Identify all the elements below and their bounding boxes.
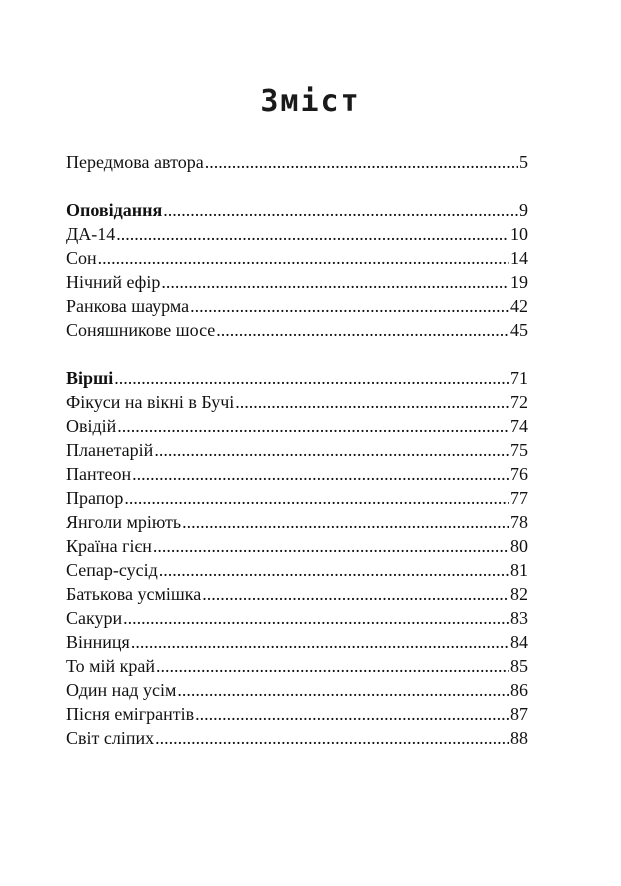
toc-entry-page: 83 (510, 608, 528, 628)
toc-entry-page: 86 (510, 680, 528, 700)
dot-leader (177, 678, 509, 702)
toc-entry (66, 606, 528, 630)
toc-entry (66, 702, 528, 726)
toc-entry-page: 45 (510, 320, 528, 340)
toc-entry-page: 87 (510, 704, 528, 724)
toc-entry (66, 630, 528, 654)
toc-section-label: Вірші (66, 368, 114, 388)
toc-entry-label: Янголи мріють (66, 512, 182, 532)
toc-entry (66, 222, 528, 246)
dot-leader (98, 246, 509, 270)
dot-leader (124, 486, 509, 510)
toc-entry (66, 294, 528, 318)
toc-entry-page: 72 (510, 392, 528, 412)
dot-leader (117, 414, 509, 438)
toc-section-page: 9 (519, 200, 528, 220)
toc-entry-label: ДА-14 (66, 224, 116, 244)
toc-section-label: Оповідання (66, 200, 163, 220)
toc-entry-page: 74 (510, 416, 528, 436)
toc-entry (66, 558, 528, 582)
dot-leader (195, 702, 509, 726)
toc-entry (66, 726, 528, 750)
toc-entry-label: Прапор (66, 488, 124, 508)
toc-entry-label: Пантеон (66, 464, 132, 484)
dot-leader (153, 534, 509, 558)
toc-entry-page: 81 (510, 560, 528, 580)
toc-section-page: 71 (510, 368, 528, 388)
dot-leader (163, 198, 518, 222)
toc-entry (66, 414, 528, 438)
toc-entry-label: Фікуси на вікні в Бучі (66, 392, 235, 412)
toc-section-poems (66, 366, 528, 390)
toc-entry (66, 678, 528, 702)
toc-entry-page: 82 (510, 584, 528, 604)
toc-entry (66, 270, 528, 294)
dot-leader (190, 294, 509, 318)
toc-entry-label: Нічний ефір (66, 272, 161, 292)
toc-entry-label: Передмова автора (66, 152, 204, 172)
toc-entry (66, 246, 528, 270)
toc-entry-page: 19 (510, 272, 528, 292)
section-spacer (66, 342, 528, 366)
toc-entry-page: 76 (510, 464, 528, 484)
toc-entry-label: Вінниця (66, 632, 130, 652)
dot-leader (132, 462, 509, 486)
toc-entry-page: 77 (510, 488, 528, 508)
toc-entry-label: Світ сліпих (66, 728, 155, 748)
toc-entry-page: 84 (510, 632, 528, 652)
toc-entry (66, 534, 528, 558)
dot-leader (156, 654, 509, 678)
toc-entry-label: Соняшникове шосе (66, 320, 216, 340)
toc-entry (66, 654, 528, 678)
toc-entry (66, 462, 528, 486)
toc-entry-label: Овідій (66, 416, 117, 436)
toc-entry-page: 75 (510, 440, 528, 460)
toc-entry-label: Сепар-сусід (66, 560, 158, 580)
dot-leader (159, 558, 509, 582)
toc-entry-page: 42 (510, 296, 528, 316)
toc-entry-label: То мій край (66, 656, 156, 676)
dot-leader (161, 270, 509, 294)
dot-leader (116, 222, 509, 246)
section-spacer (66, 174, 528, 198)
dot-leader (123, 606, 509, 630)
dot-leader (154, 438, 509, 462)
toc-entry-label: Батькова усмішка (66, 584, 202, 604)
toc-entry-page: 10 (510, 224, 528, 244)
toc-section-stories (66, 198, 528, 222)
toc-entry (66, 318, 528, 342)
toc-entry (66, 510, 528, 534)
toc-entry-label: Ранкова шаурма (66, 296, 190, 316)
toc-entry (66, 582, 528, 606)
toc-entry (66, 486, 528, 510)
toc-entry-label: Сон (66, 248, 97, 268)
dot-leader (182, 510, 509, 534)
dot-leader (114, 366, 509, 390)
dot-leader (216, 318, 509, 342)
page-title: Зміст (260, 84, 361, 119)
toc-entry-page: 80 (510, 536, 528, 556)
dot-leader (202, 582, 509, 606)
toc-entry-page: 14 (510, 248, 528, 268)
dot-leader (155, 726, 509, 750)
toc-entry-page: 78 (510, 512, 528, 532)
toc-entry-page: 5 (519, 152, 528, 172)
dot-leader (235, 390, 509, 414)
toc-entry (66, 438, 528, 462)
toc-entry-preface (66, 150, 528, 174)
toc-entry-label: Один над усім (66, 680, 177, 700)
toc-entry-page: 88 (510, 728, 528, 748)
toc-entry-label: Сакури (66, 608, 123, 628)
toc-entry-label: Країна гієн (66, 536, 152, 556)
dot-leader (205, 150, 518, 174)
toc-entry-page: 85 (510, 656, 528, 676)
dot-leader (131, 630, 509, 654)
toc-entry-label: Планетарій (66, 440, 154, 460)
table-of-contents (66, 150, 528, 750)
toc-entry-label: Пісня емігрантів (66, 704, 195, 724)
toc-entry (66, 390, 528, 414)
